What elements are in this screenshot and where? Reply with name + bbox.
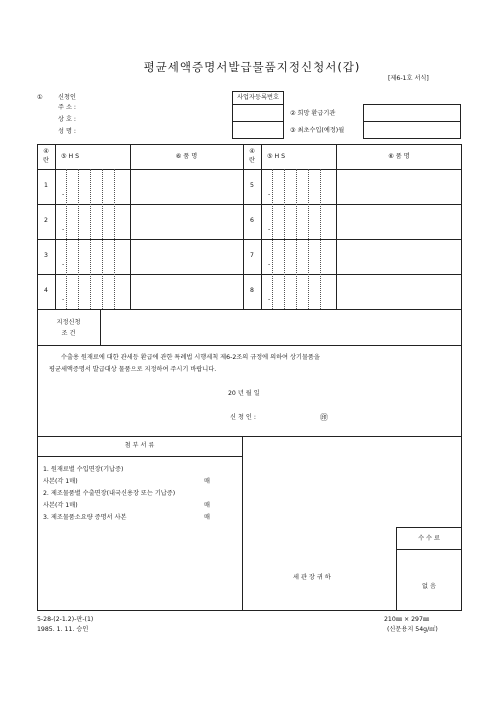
footer-approval: 1985. 1. 11. 승인 xyxy=(37,626,89,633)
trade-name-label: 상 호 : xyxy=(58,116,76,123)
footer-code: 5-28-(2-1.2)-판-(1) xyxy=(37,616,94,623)
col-no-header-right-1: ④ xyxy=(249,148,255,155)
col-no-header-2: 란 xyxy=(43,157,49,164)
hs-header-left: ⑤ H S xyxy=(61,153,80,160)
row-no-5: 5 xyxy=(250,182,254,189)
footer-size: 210㎜ × 297㎜ xyxy=(384,616,430,623)
name-header-left: ⑥ 품 명 xyxy=(175,153,198,160)
item-name-cell-1[interactable] xyxy=(132,171,241,202)
last-import-label: ③ 최초수입(예정)월 xyxy=(290,127,345,134)
condition-field[interactable] xyxy=(102,311,460,343)
biz-reg-extra-field[interactable] xyxy=(234,123,282,137)
hs-dash-4: - xyxy=(62,296,65,303)
attachments-header: 첨 부 서 류 xyxy=(124,442,155,449)
attachment-item-2: 2. 제조물품별 수출면장(내국신용장 또는 기납증) xyxy=(43,490,176,497)
biz-reg-number-field[interactable] xyxy=(234,106,282,119)
row-no-1: 1 xyxy=(44,182,48,189)
attachment-item-3: 3. 제조물품소요량 증명서 사본 xyxy=(43,514,127,521)
form-number: [제6-1호 서식] xyxy=(388,75,429,82)
applicant-number: ① xyxy=(37,94,43,101)
name-label: 성 명 : xyxy=(58,128,76,135)
seal-mark: ㊞ xyxy=(320,413,328,422)
condition-label-2: 조 건 xyxy=(61,330,76,337)
hs-dash-3: - xyxy=(62,261,65,268)
biz-reg-label: 사업자등록번호 xyxy=(237,94,279,101)
col-no-header-right-2: 란 xyxy=(249,157,255,164)
form-title: 평균세액증명서발급물품지정신청서(갑) xyxy=(143,60,361,74)
attachment-item-1: 1. 원재료별 수입면장(기납증) xyxy=(43,466,124,473)
row-no-8: 8 xyxy=(250,287,254,294)
hs-header-right: ⑤ H S xyxy=(267,153,286,160)
hs-cell-5[interactable] xyxy=(263,171,334,202)
applicant-sign-label: 신 청 인 : xyxy=(230,414,256,421)
last-import-field[interactable] xyxy=(365,123,459,137)
address-label: 주 소 : xyxy=(58,104,76,111)
footer-paper: (신문용지 54g/㎡) xyxy=(387,626,438,633)
hs-dash-2: - xyxy=(62,226,65,233)
refund-org-label: ② 희망 환급기관 xyxy=(290,110,336,117)
attachment-count-3: 매 xyxy=(204,514,210,521)
hs-dash-7: - xyxy=(268,261,271,268)
name-header-right: ⑥ 품 명 xyxy=(388,153,410,160)
condition-label-1: 지정신청 xyxy=(56,319,81,326)
row-no-4: 4 xyxy=(44,287,48,294)
date-line: 20 년 월 일 xyxy=(228,390,260,397)
fee-label: 수 수 료 xyxy=(418,535,440,542)
attachment-item-2b: 사본(각 1매) xyxy=(43,502,78,509)
applicant-label: 신청인 xyxy=(58,94,76,101)
hs-dash-6: - xyxy=(268,226,271,233)
hs-dash-5: - xyxy=(268,191,271,198)
statement-line-1: 수출용 원재료에 대한 관세등 환급에 관한 특례법 시행세칙 제6-2조의 규정에 의하여 상기물품을 xyxy=(61,354,320,361)
hs-dash-1: - xyxy=(62,191,65,198)
statement-line-2: 평균세액증명서 발급대상 물품으로 지정하여 주시기 바랍니다. xyxy=(49,366,217,373)
attachment-count-1: 매 xyxy=(204,478,210,485)
row-no-3: 3 xyxy=(44,252,48,259)
refund-org-field[interactable] xyxy=(365,106,459,119)
attachment-count-2: 매 xyxy=(204,502,210,509)
hs-cell-1[interactable] xyxy=(57,171,128,202)
row-no-7: 7 xyxy=(250,252,254,259)
row-no-2: 2 xyxy=(44,217,48,224)
attachment-item-1b: 사본(각 1매) xyxy=(43,478,78,485)
row-no-6: 6 xyxy=(250,217,254,224)
col-no-header-1: ④ xyxy=(43,148,49,155)
fee-value: 없 음 xyxy=(422,583,436,590)
item-name-cell-5[interactable] xyxy=(338,171,460,202)
customs-addressee: 세 관 장 귀 하 xyxy=(293,574,331,581)
hs-dash-8: - xyxy=(268,296,271,303)
